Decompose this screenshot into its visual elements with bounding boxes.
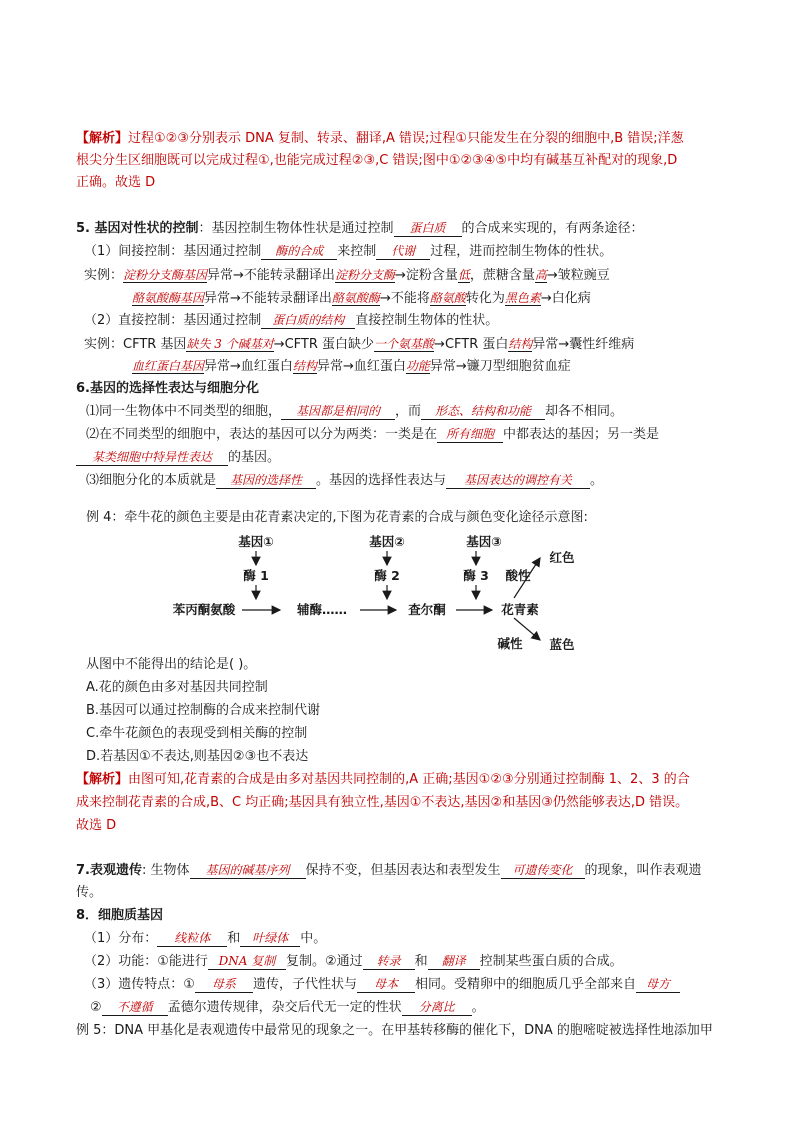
text: ，蔗糖含量 bbox=[469, 268, 535, 283]
section-6-line bbox=[76, 449, 280, 467]
blank-answer: 线粒体 bbox=[157, 930, 227, 947]
text: →不能将 bbox=[379, 291, 430, 306]
text: 复制。②通过 bbox=[285, 954, 363, 969]
text: （2）直接控制：基因通过控制 bbox=[84, 313, 262, 328]
blank-answer: 酪氨酸 bbox=[429, 291, 466, 305]
text: →淀粉含量 bbox=[394, 268, 458, 283]
blank-answer: DNA 复制 bbox=[208, 953, 286, 970]
blank-answer: 一个氨基酸 bbox=[374, 337, 435, 351]
substrate-label: 苯丙酮氨酸 bbox=[172, 602, 236, 617]
text: （1）分布： bbox=[84, 931, 158, 946]
section-7-line: 传。 bbox=[76, 885, 103, 900]
blank-answer: 高 bbox=[534, 268, 547, 282]
blank-answer: 基因表达的调控有关 bbox=[446, 472, 590, 489]
text: （2）功能：①能进行 bbox=[84, 954, 208, 969]
blank-answer: 基因的选择性 bbox=[216, 472, 316, 489]
blank-answer: 叶绿体 bbox=[240, 930, 300, 947]
text: →CFTR 蛋白缺少 bbox=[273, 337, 375, 352]
text: 的基因。 bbox=[228, 450, 281, 465]
blank-answer: 基因都是相同的 bbox=[281, 403, 395, 420]
text: 保持不变，但基因表达和表型发生 bbox=[305, 863, 501, 878]
text: →CFTR 蛋白 bbox=[434, 337, 509, 352]
section-6-line bbox=[86, 426, 659, 444]
intermediate-2-label: 查尔酮 bbox=[408, 602, 446, 617]
section-title: 8．细胞质基因 bbox=[76, 908, 164, 923]
enzyme-1-label: 酶 1 bbox=[243, 568, 269, 583]
text: ，而 bbox=[395, 404, 422, 419]
text: 中。 bbox=[300, 931, 327, 946]
text: 遗传，子代性状与 bbox=[252, 977, 357, 992]
text: 。 bbox=[471, 1000, 485, 1015]
option-a: A.花的颜色由多对基因共同控制 bbox=[86, 680, 268, 695]
analysis-line: 成来控制花青素的合成,B、C 均正确;基因具有独立性,基因①不表达,基因②和基因③仍然能够表达,D 错误。 bbox=[76, 795, 689, 810]
text: 和 bbox=[414, 954, 428, 969]
acid-label: 酸性 bbox=[505, 568, 531, 583]
blank-answer: 基因的碱基序列 bbox=[190, 862, 306, 879]
example-line bbox=[84, 335, 634, 354]
blank-answer: 形态、结构和功能 bbox=[421, 403, 545, 420]
section-title: 7.表观遗传 bbox=[76, 863, 142, 878]
text: 异常→不能转录翻译出 bbox=[207, 268, 335, 283]
section-title: 6.基因的选择性表达与细胞分化 bbox=[76, 381, 259, 396]
blank-answer: 转录 bbox=[363, 953, 415, 970]
section-8-line bbox=[84, 953, 623, 971]
text: 的现象，叫作表观遗 bbox=[584, 863, 702, 878]
enzyme-2-label: 酶 2 bbox=[374, 568, 400, 583]
text: 和 bbox=[227, 931, 241, 946]
text: 异常→血红蛋白 bbox=[204, 359, 293, 374]
base-label: 碱性 bbox=[497, 636, 523, 650]
blank-answer: 所有细胞 bbox=[437, 426, 503, 443]
analysis-line: 故选 D bbox=[76, 818, 117, 833]
blank-answer: 结构 bbox=[508, 337, 533, 351]
product-label: 花青素 bbox=[501, 602, 539, 617]
text: 过程，进而控制生物体的性状。 bbox=[430, 244, 613, 259]
example-line bbox=[132, 357, 571, 376]
example-line bbox=[132, 289, 591, 308]
example-5-text: 例 5：DNA 甲基化是表观遗传中最常见的现象之一。在甲基转移酶的催化下，DNA 的胞嘧啶被选择性地添加甲 bbox=[76, 1023, 713, 1038]
gene-3-label: 基因③ bbox=[466, 534, 502, 549]
text: 直接控制生物体的性状。 bbox=[355, 313, 499, 328]
indirect-control-line bbox=[84, 243, 612, 261]
red-label: 红色 bbox=[549, 550, 575, 565]
blank-answer: 不遵循 bbox=[102, 999, 168, 1016]
gene-1-label: 基因① bbox=[238, 534, 274, 549]
text: 孟德尔遗传规律，杂交后代无一定的性状 bbox=[167, 1000, 402, 1015]
text: 。 bbox=[590, 473, 604, 488]
section-7-line bbox=[76, 862, 702, 880]
text: →皱粒豌豆 bbox=[546, 268, 610, 283]
text: 却各不相同。 bbox=[545, 404, 624, 419]
blank-answer: 结构 bbox=[292, 359, 317, 373]
text: ⑴同一生物体中不同类型的细胞， bbox=[86, 404, 282, 419]
section-title: 5. 基因对性状的控制 bbox=[76, 221, 199, 236]
blank-answer: 母系 bbox=[195, 976, 253, 993]
option-c: C.牵牛花颜色的表现受到相关酶的控制 bbox=[86, 726, 308, 741]
example-4-question: 例 4：牵牛花的颜色主要是由花青素决定的,下图为花青素的合成与颜色变化途径示意图: bbox=[86, 510, 588, 525]
analysis-line: 由图可知,花青素的合成是由多对基因共同控制的,A 正确;基因①②③分别通过控制酶 1、2、3 的合 bbox=[128, 772, 690, 787]
analysis-tag: 【解析】 bbox=[76, 772, 129, 787]
blank-answer: 酪氨酸酶 bbox=[331, 291, 380, 305]
text: ⑶细胞分化的本质就是 bbox=[86, 473, 217, 488]
blank-answer: 分离比 bbox=[402, 999, 472, 1016]
text: 异常→囊性纤维病 bbox=[532, 337, 635, 352]
text: →白化病 bbox=[540, 291, 591, 306]
analysis-line: 过程①②③分别表示 DNA 复制、转录、翻译,A 错误;过程①只能发生在分裂的细胞中,B 错误;洋葱 bbox=[128, 131, 684, 146]
section-8-line bbox=[90, 999, 485, 1017]
blank-answer: 酪氨酸酶基因 bbox=[132, 291, 205, 305]
text: ：基因控制生物体性状是通过控制 bbox=[198, 221, 394, 236]
blank-answer: 淀粉分支酶基因 bbox=[123, 268, 208, 282]
text: 中都表达的基因；另一类是 bbox=[503, 427, 660, 442]
text: 。基因的选择性表达与 bbox=[316, 473, 447, 488]
section-5-intro bbox=[76, 220, 644, 238]
blank-answer: 母方 bbox=[636, 976, 680, 993]
blank-answer: 血红蛋白基因 bbox=[132, 359, 205, 373]
blank-answer: 蛋白质 bbox=[394, 220, 462, 237]
blank-answer: 某类细胞中特异性表达 bbox=[76, 449, 228, 466]
analysis-paragraph bbox=[76, 130, 684, 148]
analysis-paragraph bbox=[76, 771, 690, 789]
anthocyanin-pathway-diagram bbox=[170, 532, 610, 650]
text: 异常→镰刀型细胞贫血症 bbox=[429, 359, 571, 374]
text: 控制某些蛋白质的合成。 bbox=[479, 954, 623, 969]
direct-control-line bbox=[84, 312, 498, 330]
intermediate-1-label: 辅酶…… bbox=[296, 602, 348, 617]
section-6-line bbox=[86, 472, 603, 490]
blank-answer: 低 bbox=[457, 268, 470, 282]
text: : 生物体 bbox=[141, 863, 190, 878]
text: 的合成来实现的，有两条途径： bbox=[461, 221, 644, 236]
blank-answer: 缺失 3 个碱基对 bbox=[186, 337, 274, 351]
option-d: D.若基因①不表达,则基因②③也不表达 bbox=[86, 749, 309, 764]
analysis-line: 正确。故选 D bbox=[76, 175, 156, 190]
analysis-tag: 【解析】 bbox=[76, 131, 129, 146]
text: （3）遗传特点：① bbox=[84, 977, 195, 992]
blank-answer: 翻译 bbox=[428, 953, 480, 970]
blank-answer: 蛋白质的结构 bbox=[261, 312, 355, 329]
text: 实例：CFTR 基因 bbox=[84, 337, 187, 352]
question-stem: 从图中不能得出的结论是( )。 bbox=[86, 657, 257, 672]
text: 实例： bbox=[84, 268, 124, 283]
text: 来控制 bbox=[337, 244, 377, 259]
text: ② bbox=[90, 1000, 102, 1015]
text: ⑵在不同类型的细胞中，表达的基因可以分为两类：一类是在 bbox=[86, 427, 438, 442]
blank-answer: 代谢 bbox=[376, 243, 430, 260]
text: 异常→血红蛋白 bbox=[316, 359, 406, 374]
blank-answer: 淀粉分支酶 bbox=[334, 268, 395, 282]
text: （1）间接控制：基因通过控制 bbox=[84, 244, 262, 259]
text: 转化为 bbox=[465, 291, 505, 306]
example-line bbox=[84, 266, 610, 285]
blank-answer: 酶的合成 bbox=[261, 243, 337, 260]
section-6-line bbox=[86, 403, 623, 421]
blank-answer: 黑色素 bbox=[504, 291, 541, 305]
blank-answer: 可遗传变化 bbox=[501, 862, 585, 879]
option-b: B.基因可以通过控制酶的合成来控制代谢 bbox=[86, 703, 321, 718]
text: 相同。受精卵中的细胞质几乎全部来自 bbox=[414, 977, 636, 992]
section-8-line bbox=[84, 930, 326, 948]
gene-2-label: 基因② bbox=[369, 534, 405, 549]
blank-answer: 功能 bbox=[405, 359, 430, 373]
blank-answer: 母本 bbox=[357, 976, 415, 993]
analysis-line: 根尖分生区细胞既可以完成过程①,也能完成过程②③,C 错误;图中①②③④⑤中均有碱基互补配对的现象,D bbox=[76, 153, 678, 168]
blue-label: 蓝色 bbox=[549, 637, 575, 650]
section-8-line bbox=[84, 976, 680, 994]
enzyme-3-label: 酶 3 bbox=[463, 568, 489, 583]
text: 异常→不能转录翻译出 bbox=[204, 291, 332, 306]
